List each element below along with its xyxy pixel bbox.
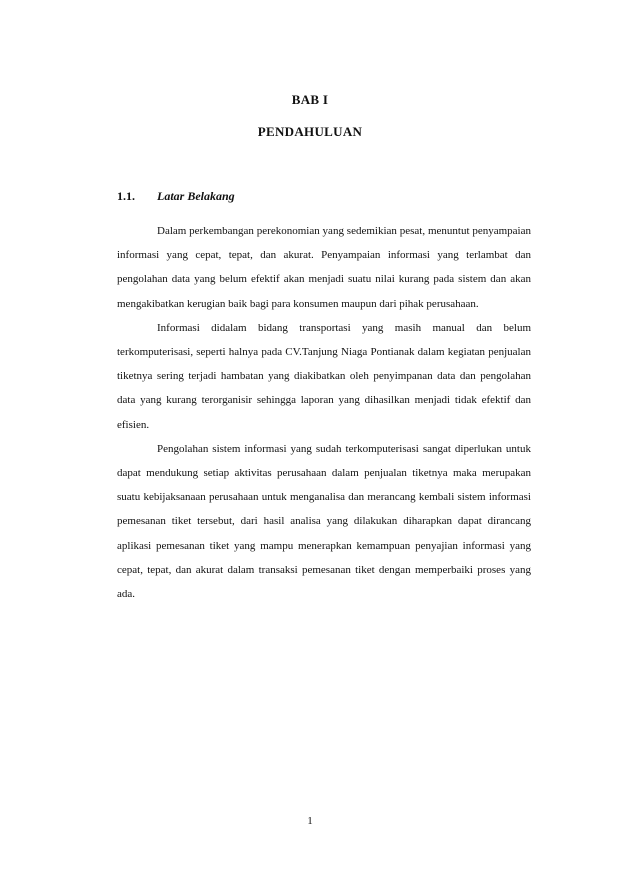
paragraph: Pengolahan sistem informasi yang sudah terkomputerisasi sangat diperlukan untuk dapat mendukung setiap aktivitas perusahaan dalam penjualan tiketnya maka merupakan suatu kebijaksanaan perusahaan untuk menganalisa dan merancang kembali sistem informasi pemesanan tiket tersebut, dari hasil analisa yang dilakukan diharapkan dapat dirancang aplikasi pemesanan tiket yang mampu menerapkan kemampuan penyajian informasi yang cepat, tepat, dan akurat dalam transaksi pemesanan tiket dengan memperbaiki proses yang ada.: [117, 442, 531, 601]
body-text: [117, 219, 531, 606]
chapter-title: PENDAHULUAN: [257, 124, 363, 139]
section-title: Latar Belakang: [157, 189, 235, 203]
paragraph: Informasi didalam bidang transportasi yang masih manual dan belum terkomputerisasi, seperti halnya pada CV.Tanjung Niaga Pontianak dalam kegiatan penjualan tiketnya sering terjadi hambatan yang diakibatkan oleh penyimpanan data dan pengolahan data yang kurang terorganisir sehingga laporan yang dihasilkan menjadi tidak efektif dan efisien.: [117, 321, 531, 431]
section-heading: [117, 189, 235, 204]
paragraph: Dalam perkembangan perekonomian yang sedemikian pesat, menuntut penyampaian informasi yang cepat, tepat, dan akurat. Penyampaian informasi yang terlambat dan pengolahan data yang belum efektif akan menjadi suatu nilai kurang pada sistem dan akan mengakibatkan kerugian baik bagi para konsumen maupun dari pihak perusahaan.: [117, 225, 531, 310]
page-number: 1: [307, 815, 313, 827]
section-number: 1.1.: [117, 189, 135, 203]
chapter-number: BAB I: [291, 92, 329, 107]
